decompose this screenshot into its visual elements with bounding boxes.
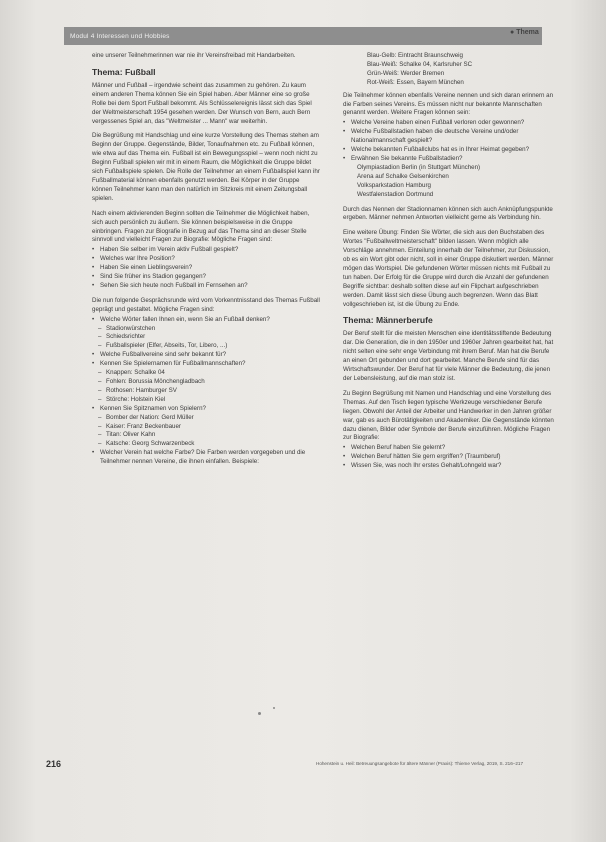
scan-speck — [273, 707, 275, 709]
list-item: • Kennen Sie Spitznamen von Spielern? — [92, 405, 320, 414]
list-subitem: – Rothosen: Hamburger SV — [92, 387, 320, 396]
right-column — [343, 52, 555, 477]
paragraph-4: Die nun folgende Gesprächsrunde wird vom Vorkenntnisstand des Themas Fußball geprägt und gestaltet. Mögliche Fragen sind: — [92, 296, 320, 313]
list-subitem: – Fußballspieler (Elfer, Abseits, Tor, Libero, ...) — [92, 342, 320, 351]
list-item: • Welche Wörter fallen Ihnen ein, wenn Sie an Fußball denken? — [92, 316, 320, 325]
list-item: • Erwähnen Sie bekannte Fußballstadien? — [343, 155, 555, 164]
paragraph-8: Der Beruf stellt für die meisten Menschen eine identitätsstiftende Bedeutung dar. Die Generation, die in den 1950er und 1960er Jahren gearbeitet hat, hat nicht selten eine sehr enge Verbindung mit ihrem Beruf. Man hat die Berufe an einen Ort gebunden und dort gearbeitet. Manche Berufe sind für das Wirtschaftswunder. Der Beruf hat für viele Männer die Bedeutung, die jenen der Lebensleistung, auf die man stolz ist. — [343, 330, 554, 382]
further-questions — [343, 119, 555, 199]
list-subitem: – Knappen: Schalke 04 — [92, 369, 320, 378]
heading-fussball: Thema: Fußball — [92, 66, 156, 77]
list-item: • Welcher Verein hat welche Farbe? Die Farben werden vorgegeben und die Teilnehmer nennen Vereine, die ihnen einfallen. Beispiele: — [92, 449, 320, 467]
career-questions — [343, 444, 555, 471]
list-item: • Haben Sie einen Lieblingsverein? — [92, 264, 320, 273]
list-item: Grün-Weiß: Werder Bremen — [367, 69, 445, 77]
list-subitem: – Kaiser: Franz Beckenbauer — [92, 423, 320, 432]
list-item: Blau-Gelb: Eintracht Braunschweig — [367, 52, 463, 59]
header-chapter-label: Thema — [516, 29, 539, 36]
list-item: • Welche Fußballstadien haben die deutsche Vereine und/oder Nationalmannschaft gespielt? — [343, 128, 555, 146]
header-bar — [64, 27, 542, 45]
paragraph-1: Männer und Fußball – irgendwie scheint das zusammen zu gehören. Zu kaum einem anderen Thema können Sie ein Spiel haben. Aber Männer eine so große Rolle bei dem Sport Fußball bekommt. Als Schlüsselereignis lässt sich das Spiel der Weltmeisterschaft 1954 gesehen werden. Der Wunsch von Bern, auch Bern vergessenes Spiel an, das "Weltmeister ... Mann" war weiterhin. — [92, 81, 312, 125]
discussion-questions — [92, 316, 320, 467]
list-item: Rot-Weiß: Essen, Bayern München — [367, 78, 464, 86]
list-item: • Sehen Sie sich heute noch Fußball im Fernsehen an? — [92, 282, 320, 291]
left-column — [92, 52, 320, 473]
list-subitem: – Störche: Holstein Kiel — [92, 396, 320, 405]
paragraph-2: Die Begrüßung mit Handschlag und eine kurze Vorstellung des Themas stehen am Beginn der Gruppe. Gegenstände, Bilder, Tonaufnahmen etc. zu Fußball können, wie etwa auf das Thema ein. Fußball ist ein Bewegungsspiel – wenn noch nicht zu Beginn Fußball spielen wir mit in einem Raum, die Möglichkeit die Gruppe bildet sich Fußballspiele spielen. Die Rolle der Teilnehmer an einem Fußballspiel kann ihr Fußballmaterial können ebenfalls genutzt werden. Bei Körper in der Gruppe können Teilnehmer kann man den natürlich im Sitzkreis mit einem Zeitungsball spielen. — [92, 132, 320, 202]
source-footer: Hohenstein u. Heil: Betreuungsangebote für ältere Männer (Praxis): Thieme Verlag, 2019, S. 216–217 — [316, 761, 524, 766]
list-subitem: Olympiastadion Berlin (in Stuttgart München) — [357, 163, 481, 171]
list-subitem: Volksparkstadion Hamburg — [357, 181, 431, 189]
list-subitem: Westfalenstadion Dortmund — [357, 190, 434, 198]
header-section-title: Modul 4 Interessen und Hobbies — [70, 32, 170, 40]
biography-questions — [92, 246, 320, 291]
list-subitem: – Titan: Oliver Kahn — [92, 431, 320, 440]
heading-berufe: Thema: Männerberufe — [343, 315, 433, 326]
intro-lines: eine unserer Teilnehmerinnen war nie ihr Vereinsfreibad mit Handarbeiten. — [92, 52, 296, 59]
paragraph-5: Die Teilnehmer können ebenfalls Vereine nennen und sich daran erinnern an die Farben seines Vereins. Es müssen nicht nur bekannte Mannschaften genannt werden. Weitere Fragen können sein: — [343, 91, 554, 117]
list-item: • Welches war Ihre Position? — [92, 255, 320, 264]
list-item: • Welche bekannten Fußballclubs hat es in Ihrer Heimat gegeben? — [343, 146, 555, 155]
list-subitem: – Schiedsrichter — [92, 333, 320, 342]
list-item: • Wissen Sie, was noch Ihr erstes Gehalt/Lohngeld war? — [343, 462, 555, 471]
list-item: • Welche Fußballvereine sind sehr bekannt für? — [92, 351, 320, 360]
list-item: • Welchen Beruf haben Sie gelernt? — [343, 444, 555, 453]
header-chapter — [510, 29, 539, 36]
paragraph-6: Durch das Nennen der Stadionnamen können sich auch Anknüpfungspunkte ergeben. Männer nehmen Antworten vielleicht gerne als Verbindung hin. — [343, 205, 553, 222]
chapter-marker-icon: ● — [510, 29, 515, 36]
list-subitem: Arena auf Schalke Gelsenkirchen — [357, 172, 449, 180]
list-subitem: – Stadionwürstchen — [92, 325, 320, 334]
list-item: • Sind Sie früher ins Stadion gegangen? — [92, 273, 320, 282]
list-subitem: – Bomber der Nation: Gerd Müller — [92, 414, 320, 423]
color-examples — [343, 52, 555, 88]
paragraph-7: Eine weitere Übung: Finden Sie Wörter, die sich aus den Buchstaben des Wortes "Fußballweltmeisterschaft" bilden lassen. Wenn möglich alle Vorschläge annehmen. Einteilung innerhalb der Teilnehmer, zur Diskussion, ob es ein Wort gibt oder nicht, soll in einer Gruppe diskutiert werden. Männer mögen das Wortspiel. Die gefundenen Wörter müssen nichts mit Fußball zu tun haben. Der Erfolg für die Gruppe wird durch die Anzahl der gefundenen Begriffe sichtbar: deshalb sollten diese auf ein Flipchart aufgeschrieben werden. Damit lässt sich diese Übung auch begrenzen. Wenn das Blatt vollgeschrieben ist, ist die Übung zu Ende. — [343, 229, 554, 308]
list-item: • Kennen Sie Spielernamen für Fußballmannschaften? — [92, 360, 320, 369]
scan-speck — [258, 712, 261, 715]
list-item: Blau-Weiß: Schalke 04, Karlsruher SC — [367, 60, 473, 68]
list-subitem: – Fohlen: Borussia Mönchengladbach — [92, 378, 320, 387]
paragraph-3: Nach einem aktivierenden Beginn sollten die Teilnehmer die Möglichkeit haben, sich auch persönlich zu äußern. Sie können beispielsweise in die Gruppe einbringen. Fragen zur Biografie in Bezug auf das Thema sind an dieser Stelle sinnvoll und vielleicht Fragen zur Biografie: Mögliche Fragen sind: — [92, 209, 310, 244]
paragraph-9: Zu Beginn Begrüßung mit Namen und Handschlag und eine Vorstellung des Themas. Auf den Tisch liegen typische Werkzeuge verschiedener Berufe liegen. Obwohl der Anteil der Arbeiter und Handwerker in den Jahren größer war, gab es auch Bürotätigkeiten und Akademiker. Die Gegenstände könnten dazu dienen, Bilder oder Symbole der Berufe einzuführen. Mögliche Fragen zur Biografie: — [343, 389, 554, 442]
list-subitem: – Katsche: Georg Schwarzenbeck — [92, 440, 320, 449]
page-number: 216 — [46, 759, 62, 769]
list-item: • Welche Vereine haben einen Fußball verloren oder gewonnen? — [343, 119, 555, 128]
list-item: • Welchen Beruf hätten Sie gern ergriffen? (Traumberuf) — [343, 453, 555, 462]
list-item: • Haben Sie selber im Verein aktiv Fußball gespielt? — [92, 246, 320, 255]
